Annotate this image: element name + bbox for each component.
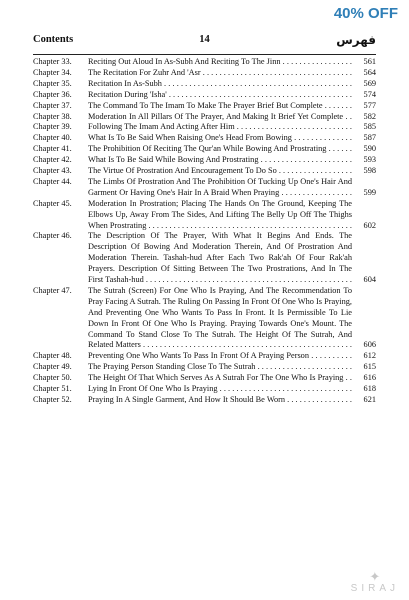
toc-page-number: 612 xyxy=(363,351,376,361)
toc-entry xyxy=(33,199,376,232)
toc-title xyxy=(88,112,376,123)
toc-entry-body xyxy=(88,57,376,68)
toc-entry-body xyxy=(88,79,376,90)
toc-title-text: Recitation In As-Subh . . . xyxy=(88,79,352,90)
toc-chapter-number: Chapter 41. xyxy=(33,144,72,154)
toc-chapter-number: Chapter 50. xyxy=(33,373,72,383)
toc-title-text: The Description Of The Prayer, With What It Begins And Ends. The Description Of Bowing And Moderation Therein, And Of Prostration And Moderation Therein. Tashah-hud After Each Two Rak'ah Of Four Rak'ah Prayers. Description Of Sitting Between The Two Prostrations, And In The First Tashah-hud . . . xyxy=(88,231,352,286)
toc-page-number: 598 xyxy=(363,166,376,176)
toc-page-number: 574 xyxy=(363,89,376,99)
toc-title-text: Preventing One Who Wants To Pass In Front Of A Praying Person . . . xyxy=(88,351,352,362)
toc-entry xyxy=(33,68,376,79)
toc-entry xyxy=(33,133,376,144)
toc-entry-body xyxy=(88,155,376,166)
toc-entry-body xyxy=(88,90,376,101)
toc-title-text: Lying In Front Of One Who Is Praying . . . xyxy=(88,384,352,395)
toc-page-number: 616 xyxy=(363,373,376,383)
table-of-contents xyxy=(33,57,376,406)
toc-chapter-number: Chapter 33. xyxy=(33,57,72,66)
toc-chapter-number: Chapter 44. xyxy=(33,176,72,186)
toc-page-number: 593 xyxy=(363,155,376,165)
toc-entry-body xyxy=(88,122,376,133)
toc-page-number: 561 xyxy=(363,57,376,66)
toc-title xyxy=(88,68,376,79)
toc-chapter-number: Chapter 39. xyxy=(33,122,72,132)
toc-title-text: What Is To Be Said While Bowing And Prostrating . . . xyxy=(88,155,352,166)
toc-chapter-number: Chapter 42. xyxy=(33,155,72,165)
toc-page-number: 606 xyxy=(363,340,376,350)
toc-chapter-number: Chapter 34. xyxy=(33,67,72,77)
toc-title xyxy=(88,395,376,406)
toc-title-text: The Praying Person Standing Close To The Sutrah . . . xyxy=(88,362,352,373)
toc-chapter-number: Chapter 52. xyxy=(33,394,72,404)
toc-chapter-number: Chapter 43. xyxy=(33,166,72,176)
page-number: 14 xyxy=(199,34,210,45)
toc-entry xyxy=(33,155,376,166)
toc-entry-body xyxy=(88,101,376,112)
toc-title xyxy=(88,133,376,144)
toc-page-number: 577 xyxy=(363,100,376,110)
toc-entry xyxy=(33,57,376,68)
toc-entry xyxy=(33,90,376,101)
toc-entry-body xyxy=(88,373,376,384)
toc-entry-body xyxy=(88,286,376,351)
toc-entry xyxy=(33,373,376,384)
toc-title xyxy=(88,177,376,199)
toc-page-number: 599 xyxy=(363,187,376,197)
toc-entry-body xyxy=(88,395,376,406)
toc-title xyxy=(88,155,376,166)
toc-entry xyxy=(33,166,376,177)
toc-title xyxy=(88,101,376,112)
toc-title xyxy=(88,122,376,133)
toc-page-number: 582 xyxy=(363,111,376,121)
page-header xyxy=(33,34,376,50)
toc-entry-body xyxy=(88,199,376,232)
toc-title-text: The Limbs Of Prostration And The Prohibition Of Tucking Up One's Hair And Garment Or Having One's Hair In A Braid When Praying . . . xyxy=(88,177,352,199)
toc-chapter-number: Chapter 40. xyxy=(33,133,72,143)
toc-entry-body xyxy=(88,351,376,362)
toc-title-text: Praying In A Single Garment, And How It Should Be Worn . . . xyxy=(88,395,352,406)
toc-title xyxy=(88,231,376,286)
toc-chapter-number: Chapter 35. xyxy=(33,78,72,88)
toc-entry xyxy=(33,101,376,112)
toc-entry xyxy=(33,286,376,351)
toc-chapter-number: Chapter 36. xyxy=(33,89,72,99)
toc-entry xyxy=(33,122,376,133)
toc-entry-body xyxy=(88,68,376,79)
toc-title-text: Reciting Out Aloud In As-Subh And Reciting To The Jinn . . . xyxy=(88,57,352,68)
toc-entry-body xyxy=(88,362,376,373)
toc-title xyxy=(88,286,376,351)
toc-entry-body xyxy=(88,177,376,199)
toc-entry xyxy=(33,395,376,406)
toc-title xyxy=(88,362,376,373)
toc-entry xyxy=(33,177,376,199)
toc-entry-body xyxy=(88,231,376,286)
toc-entry xyxy=(33,112,376,123)
siraj-watermark xyxy=(351,571,399,594)
toc-chapter-number: Chapter 46. xyxy=(33,231,72,241)
toc-title-text: The Sutrah (Screen) For One Who Is Praying, And The Recommendation To Pray Facing A Sutrah. The Ruling On Passing In Front Of One Who Is Praying, And Preventing One Who Wants To Pass In Front. It Is Permissible To Lie Down In Front Of One Who Is Praying. Praying Towards One's Mount. The Command To Stand Close To The Sutrah. The Height Of The Sutrah, And Related Matters . . . xyxy=(88,286,352,351)
toc-title-text: Recitation During 'Isha' . . . xyxy=(88,90,352,101)
toc-page-number: 587 xyxy=(363,133,376,143)
watermark-text: SIRAJ xyxy=(350,583,399,594)
toc-entry-body xyxy=(88,144,376,155)
toc-title-text: The Height Of That Which Serves As A Sutrah For The One Who Is Praying . . . xyxy=(88,373,352,384)
toc-chapter-number: Chapter 51. xyxy=(33,384,72,394)
header-arabic-label: فهرس xyxy=(336,33,376,47)
toc-title-text: The Command To The Imam To Make The Prayer Brief But Complete . . . xyxy=(88,101,352,112)
toc-title-text: Moderation In All Pillars Of The Prayer, And Making It Brief Yet Complete . . . xyxy=(88,112,352,123)
toc-title xyxy=(88,351,376,362)
toc-page-number: 602 xyxy=(363,220,376,230)
header-contents-label: Contents xyxy=(33,34,74,45)
toc-chapter-number: Chapter 48. xyxy=(33,351,72,361)
toc-chapter-number: Chapter 47. xyxy=(33,285,72,295)
toc-title-text: What Is To Be Said When Raising One's Head From Bowing . . . xyxy=(88,133,352,144)
toc-title xyxy=(88,57,376,68)
header-rule xyxy=(33,54,376,55)
siraj-logo-icon: ✦ xyxy=(369,569,381,584)
toc-entry xyxy=(33,384,376,395)
toc-page-number: 621 xyxy=(363,394,376,404)
toc-title-text: The Recitation For Zuhr And 'Asr . . . xyxy=(88,68,352,79)
toc-title xyxy=(88,384,376,395)
toc-title xyxy=(88,90,376,101)
toc-entry xyxy=(33,231,376,286)
toc-entry-body xyxy=(88,166,376,177)
toc-chapter-number: Chapter 37. xyxy=(33,100,72,110)
toc-page-number: 585 xyxy=(363,122,376,132)
toc-page-number: 569 xyxy=(363,78,376,88)
toc-title-text: Moderation In Prostration; Placing The Hands On The Ground, Keeping The Elbows Up, Away From The Sides, And Lifting The Belly Up Off The Thighs When Prostrating . . . xyxy=(88,199,352,232)
toc-chapter-number: Chapter 45. xyxy=(33,198,72,208)
toc-entry-body xyxy=(88,384,376,395)
toc-title xyxy=(88,166,376,177)
toc-entry-body xyxy=(88,112,376,123)
toc-title xyxy=(88,199,376,232)
toc-chapter-number: Chapter 49. xyxy=(33,362,72,372)
toc-page-number: 618 xyxy=(363,384,376,394)
toc-entry xyxy=(33,79,376,90)
toc-title xyxy=(88,373,376,384)
toc-title xyxy=(88,79,376,90)
toc-title-text: The Prohibition Of Reciting The Qur'an While Bowing And Prostrating . . . xyxy=(88,144,352,155)
toc-page-number: 615 xyxy=(363,362,376,372)
toc-entry-body xyxy=(88,133,376,144)
toc-title-text: The Virtue Of Prostration And Encouragement To Do So . . . xyxy=(88,166,352,177)
toc-title xyxy=(88,144,376,155)
toc-page-number: 604 xyxy=(363,275,376,285)
toc-chapter-number: Chapter 38. xyxy=(33,111,72,121)
toc-entry xyxy=(33,362,376,373)
toc-title-text: Following The Imam And Acting After Him . . . xyxy=(88,122,352,133)
discount-badge: 40% OFF xyxy=(331,4,401,23)
toc-entry xyxy=(33,351,376,362)
toc-page-number: 564 xyxy=(363,67,376,77)
toc-page-number: 590 xyxy=(363,144,376,154)
toc-entry xyxy=(33,144,376,155)
